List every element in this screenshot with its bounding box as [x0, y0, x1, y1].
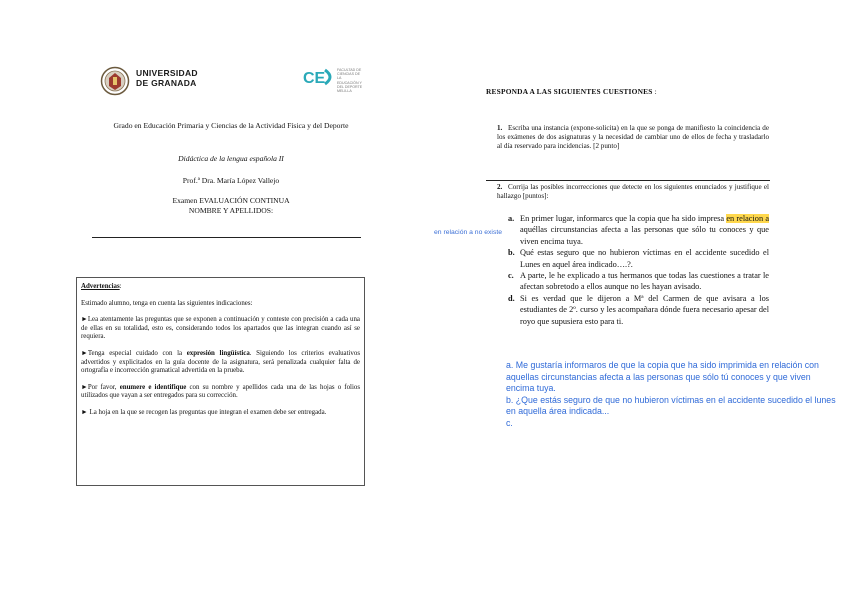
warning-item-2	[81, 350, 360, 376]
question-1-number: 1.	[497, 124, 503, 132]
question-1	[497, 124, 769, 152]
warning-item-2-bold: expresión lingüística	[186, 349, 250, 357]
svg-text:CE: CE	[303, 70, 326, 86]
sentence-a-pre: En primer lugar, informarcs que la copia que ha sido impresa	[520, 214, 727, 223]
warning-item-3-pre: ►Por favor,	[81, 383, 120, 391]
warning-item-4: ► La hoja en la que se recogen las preguntas que integran el examen debe ser entregada.	[81, 408, 327, 416]
professor-name: Prof.ª Dra. María López Vallejo	[182, 176, 280, 185]
ced-logo-icon	[303, 68, 337, 86]
margin-annotation: en relación a no existe	[434, 229, 503, 236]
sentence-label: d.	[508, 293, 515, 303]
exam-type: Examen EVALUACIÓN CONTINUA	[172, 196, 290, 205]
degree-title: Grado en Educación Primaria y Ciencias de la Actividad Física y del Deporte	[113, 121, 349, 130]
sentence-d-text: Si es verdad que le dijeron a Mª del Carmen de que avisara a los estudiantes de 2º. curso y les acompañara dónde fuera necesario apesar del royo que supusiera esto para ti.	[520, 293, 769, 326]
warnings-heading-row	[81, 283, 360, 292]
warning-item-3	[81, 384, 360, 401]
question-2-text: Corrija las posibles incorrecciones que detecte en los siguientes enunciados y justifique el hallazgo [puntos]:	[497, 183, 769, 201]
warning-item-3-bold: enumere e identifique	[119, 383, 187, 391]
name-label: NOMBRE Y APELLIDOS:	[188, 206, 274, 215]
student-corrections	[506, 360, 836, 430]
warnings-intro: Estimado alumno, tenga en cuenta las siguientes indicaciones:	[81, 299, 253, 307]
correction-b: b. ¿Que estás seguro de que no hubieron víctimas en el accidente sucedido el lunes en aquella área indicada...	[506, 394, 836, 417]
university-name	[136, 68, 198, 88]
question-2	[497, 183, 769, 201]
sentence-item	[508, 247, 769, 270]
sentence-item	[508, 270, 769, 293]
warnings-heading: Advertencias	[81, 283, 120, 290]
questions-title-colon: :	[654, 87, 657, 96]
sentence-item	[508, 213, 769, 247]
warnings-box	[76, 277, 365, 486]
university-line-1: UNIVERSIDAD	[136, 68, 198, 78]
sentence-a-post: aquéllas circunstancias afecta a las personas que sólo tu conoces y que viven encima tuya.	[520, 225, 769, 246]
questions-title-text: RESPONDA A LAS SIGUIENTES CUESTIONES	[486, 87, 653, 96]
ced-caption: FACULTAD DE CIENCIAS DE LA EDUCACIÓN Y DEL DEPORTE MELILLA	[337, 68, 363, 94]
sentence-label: c.	[508, 271, 514, 281]
question-1-text: Escriba una instancia (expone-solicita) en la que se ponga de manifiesto la coincidencia de los exámenes de dos asignaturas y la necesidad de cambiar uno de ellos de fecha y trasladarlo al día reservado para incidencias. [2 punto]	[497, 124, 769, 151]
correction-a: a. Me gustaría informaros de que la copia que ha sido imprimida en relación con aquellas circunstancias afecta a las personas que sólo tú conoces y que viven encima tuya.	[506, 360, 819, 394]
university-crest-icon	[100, 66, 130, 96]
questions-title	[486, 87, 657, 96]
sentence-item	[508, 293, 769, 327]
sentence-label: b.	[508, 248, 515, 258]
highlighted-text[interactable]: en relacion a	[726, 214, 769, 223]
exam-header	[96, 196, 366, 216]
question-2-number: 2.	[497, 183, 503, 191]
subject-title: Didáctica de la lengua española II	[178, 154, 284, 163]
sentence-b-text: Qué estas seguro que no hubieron víctimas en el accidente sucedido el Lunes en aquel área indicado….?.	[520, 248, 769, 269]
warning-item-3-post: con su nombre y apellidos cada una de las hojas o folios utilizados que vayan a ser entregados para su corrección.	[81, 383, 360, 400]
sentence-list	[508, 213, 769, 327]
university-line-2: DE GRANADA	[136, 78, 197, 88]
question-1-divider	[486, 180, 770, 181]
sentence-c-text: A parte, le he explicado a tus hermanos que todas las cuestiones a tratar le afectan sobretodo a ellos aunque no les hayan avisado.	[520, 271, 769, 292]
correction-c: c.	[506, 417, 513, 428]
sentence-label: a.	[508, 214, 515, 223]
warnings-heading-colon: :	[119, 283, 122, 290]
name-underline	[92, 237, 361, 238]
warning-item-1: ►Lea atentamente las preguntas que se exponen a continuación y conteste con precisión a cada una de ellas en su totalidad, esto es, considerando todos los apartados que las integran cuando así se requiera.	[81, 316, 360, 341]
warning-item-2-pre: ►Tenga especial cuidado con la	[81, 349, 187, 357]
warning-item-2-post: . Siguiendo los criterios evaluativos advertidos y explicitados en la guía docente de la asignatura, será penalizada cualquier falta de ortografía e incorrección gramatical advertida en la prueba.	[81, 349, 361, 375]
